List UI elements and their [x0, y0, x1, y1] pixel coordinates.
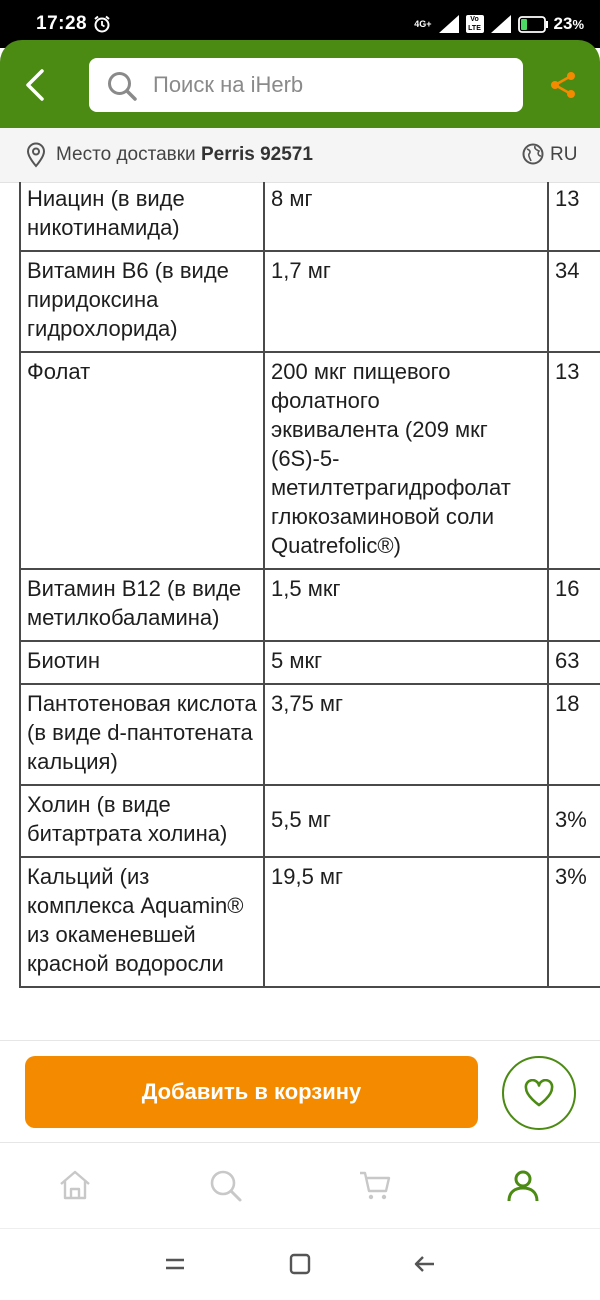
nutrient-amount: 5,5 мг	[264, 785, 548, 857]
nutrient-dv: 13	[548, 352, 600, 569]
nutrient-name: Холин (в виде битартрата холина)	[20, 785, 264, 857]
cart-icon[interactable]	[357, 1167, 393, 1203]
nutrient-amount: 5 мкг	[264, 641, 548, 684]
alarm-icon	[93, 15, 111, 33]
nutrient-amount	[264, 352, 548, 569]
search-input[interactable]	[89, 58, 523, 112]
location-pin-icon	[25, 142, 47, 168]
search-nav-icon[interactable]	[207, 1167, 243, 1203]
nutrient-name: Витамин B12 (в виде метилкобаламина)	[20, 569, 264, 641]
nutrient-amount: 3,75 мг	[264, 684, 548, 785]
search-icon	[107, 71, 137, 101]
nutrient-dv: 34	[548, 251, 600, 352]
table-row	[20, 684, 600, 785]
nutrient-name: Кальций (из комплекса Aquamin® из окаменевшей красной водоросли	[20, 857, 264, 987]
delivery-bar[interactable]	[0, 128, 600, 183]
amount-line: метилтетрагидрофолат	[271, 475, 511, 500]
share-icon[interactable]	[548, 70, 578, 100]
table-row	[20, 251, 600, 352]
nutrient-name: Витамин B6 (в виде пиридоксина гидрохлорида)	[20, 251, 264, 352]
home-icon[interactable]	[57, 1167, 93, 1203]
nutrient-amount: 1,5 мкг	[264, 569, 548, 641]
cart-bar	[0, 1040, 600, 1143]
language-code: RU	[550, 144, 578, 165]
delivery-location: Место доставки Perris 92571	[56, 144, 313, 165]
nutrient-name: Пантотеновая кислота (в виде d-пантотената кальция)	[20, 684, 264, 785]
battery-icon	[518, 16, 548, 33]
account-icon[interactable]	[505, 1167, 541, 1203]
system-navigation	[0, 1228, 600, 1300]
amount-line: эквивалента (209 мкг	[271, 417, 488, 442]
nutrient-dv: 3%	[548, 785, 600, 857]
battery-percent: 23%	[553, 14, 584, 33]
amount-line: глюкозаминовой соли	[271, 504, 495, 529]
nutrition-table	[19, 182, 600, 988]
table-row	[20, 857, 600, 987]
table-row	[20, 569, 600, 641]
heart-icon	[524, 1079, 554, 1107]
amount-line: Quatrefolic®)	[271, 533, 401, 558]
nutrient-dv: 13	[548, 182, 600, 251]
amount-line: фолатного	[271, 388, 380, 413]
nutrient-amount: 19,5 мг	[264, 857, 548, 987]
signal-icon	[438, 14, 460, 34]
bottom-navigation	[0, 1142, 600, 1229]
amount-line: (6S)-5-	[271, 446, 340, 471]
table-row	[20, 352, 600, 569]
nutrient-dv: 16	[548, 569, 600, 641]
amount-line: 200 мкг пищевого	[271, 359, 451, 384]
status-indicators	[414, 12, 584, 36]
network-label: 4G+	[414, 18, 432, 29]
supplement-facts[interactable]	[0, 182, 600, 1040]
search-placeholder: Поиск на iHerb	[153, 72, 304, 97]
nutrient-dv: 63	[548, 641, 600, 684]
table-row	[20, 785, 600, 857]
wishlist-button[interactable]	[502, 1056, 576, 1130]
status-time: 17:28	[36, 13, 88, 34]
home-button-icon[interactable]	[287, 1251, 313, 1277]
add-to-cart-button[interactable]: Добавить в корзину	[25, 1056, 478, 1128]
globe-icon	[522, 143, 544, 165]
nutrient-name: Ниацин (в виде никотинамида)	[20, 182, 264, 251]
app-header	[0, 40, 600, 128]
volte-icon: Vo LTE	[466, 15, 484, 33]
nutrient-name: Фолат	[20, 352, 264, 569]
table-row	[20, 182, 600, 251]
menu-icon[interactable]	[162, 1251, 188, 1277]
back-button-icon[interactable]	[412, 1251, 438, 1277]
nutrient-dv: 3%	[548, 857, 600, 987]
table-row	[20, 641, 600, 684]
nutrient-dv: 18	[548, 684, 600, 785]
back-arrow-icon[interactable]	[22, 68, 50, 102]
signal-icon-2	[490, 14, 512, 34]
nutrient-amount: 8 мг	[264, 182, 548, 251]
nutrient-name: Биотин	[20, 641, 264, 684]
nutrient-amount: 1,7 мг	[264, 251, 548, 352]
